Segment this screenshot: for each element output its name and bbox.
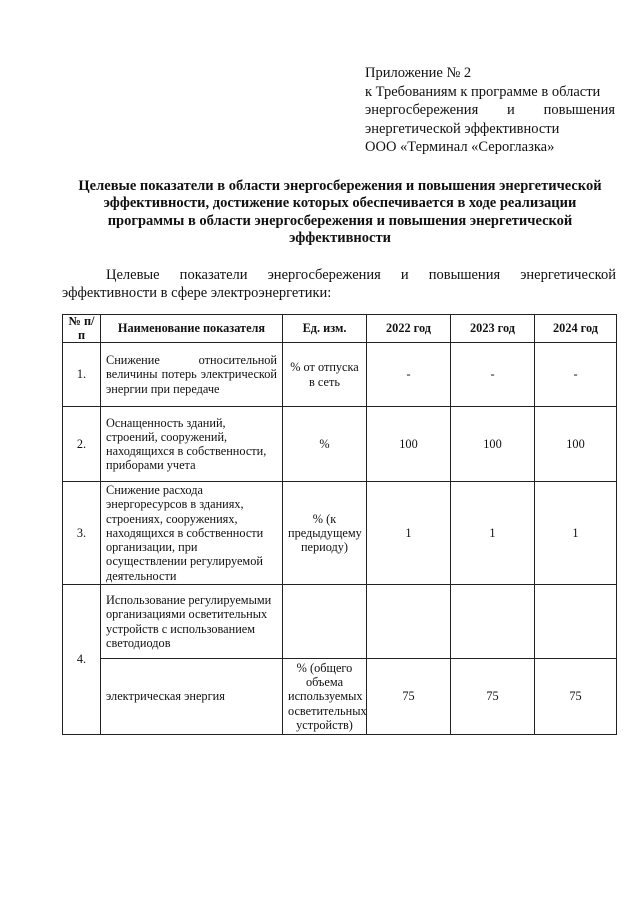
row-2022: 1 xyxy=(367,482,451,585)
row-num: 1. xyxy=(63,343,101,407)
title-line: эффективности xyxy=(289,229,391,246)
table-subrow xyxy=(63,659,617,735)
appendix-line: Приложение № 2 xyxy=(365,65,472,81)
row-num: 4. xyxy=(63,585,101,735)
table-row xyxy=(63,407,617,482)
empty-cell xyxy=(367,585,451,659)
empty-cell xyxy=(535,585,617,659)
row-name: Оснащенность зданий, строений, сооружений, находящихся в собственности, приборами учета xyxy=(101,407,283,482)
title-line: эффективности, достижение которых обеспечивается в ходе реализации xyxy=(103,195,577,212)
subrow-unit: % (общего объема используемых осветительных устройств) xyxy=(283,659,367,735)
row-name: Использование регулируемыми организациями осветительных устройств с использованием светодиодов xyxy=(101,585,283,659)
row-name: Снижение расхода энергоресурсов в зданиях, строениях, сооружениях, находящихся в собственности организации, при осуществлении регулируемой деятельности xyxy=(101,482,283,585)
intro-paragraph xyxy=(62,266,616,303)
empty-cell xyxy=(451,585,535,659)
row-name: Снижение относительной величины потерь электрической энергии при передаче xyxy=(101,343,283,407)
subrow-2024: 75 xyxy=(535,659,617,735)
row-2022: - xyxy=(367,343,451,407)
row-2024: 100 xyxy=(535,407,617,482)
row-num: 2. xyxy=(63,407,101,482)
empty-cell xyxy=(283,585,367,659)
appendix-line: ООО «Терминал «Сероглазка» xyxy=(365,139,555,156)
header-unit: Ед. изм. xyxy=(283,315,367,343)
appendix-line: к Требованиям к программе в области xyxy=(365,83,601,100)
table-header-row xyxy=(63,315,617,343)
header-num: № п/п xyxy=(63,315,101,343)
appendix-line: энергосбережения и повышения xyxy=(365,102,615,119)
table-row xyxy=(63,585,617,659)
row-unit: % xyxy=(283,407,367,482)
row-2024: 1 xyxy=(535,482,617,585)
indicators-table xyxy=(62,314,617,735)
intro-line: эффективности в сфере электроэнергетики: xyxy=(62,285,332,302)
row-unit: % от отпуска в сеть xyxy=(283,343,367,407)
row-2023: 100 xyxy=(451,407,535,482)
row-2022: 100 xyxy=(367,407,451,482)
appendix-block xyxy=(365,64,615,157)
row-2023: - xyxy=(451,343,535,407)
row-2024: - xyxy=(535,343,617,407)
header-2024: 2024 год xyxy=(535,315,617,343)
row-2023: 1 xyxy=(451,482,535,585)
document-title xyxy=(62,178,618,247)
appendix-line: энергетической эффективности xyxy=(365,120,560,137)
subrow-2022: 75 xyxy=(367,659,451,735)
row-unit: % (к предыдущему периоду) xyxy=(283,482,367,585)
intro-line: Целевые показатели энергосбережения и повышения энергетической xyxy=(106,267,616,283)
table-row xyxy=(63,482,617,585)
header-2023: 2023 год xyxy=(451,315,535,343)
row-num: 3. xyxy=(63,482,101,585)
title-line: Целевые показатели в области энергосбережения и повышения энергетической xyxy=(78,178,602,194)
subrow-2023: 75 xyxy=(451,659,535,735)
header-name: Наименование показателя xyxy=(101,315,283,343)
table-row xyxy=(63,343,617,407)
title-line: программы в области энергосбережения и повышения энергетической xyxy=(107,212,573,229)
subrow-name: электрическая энергия xyxy=(101,659,283,735)
header-2022: 2022 год xyxy=(367,315,451,343)
